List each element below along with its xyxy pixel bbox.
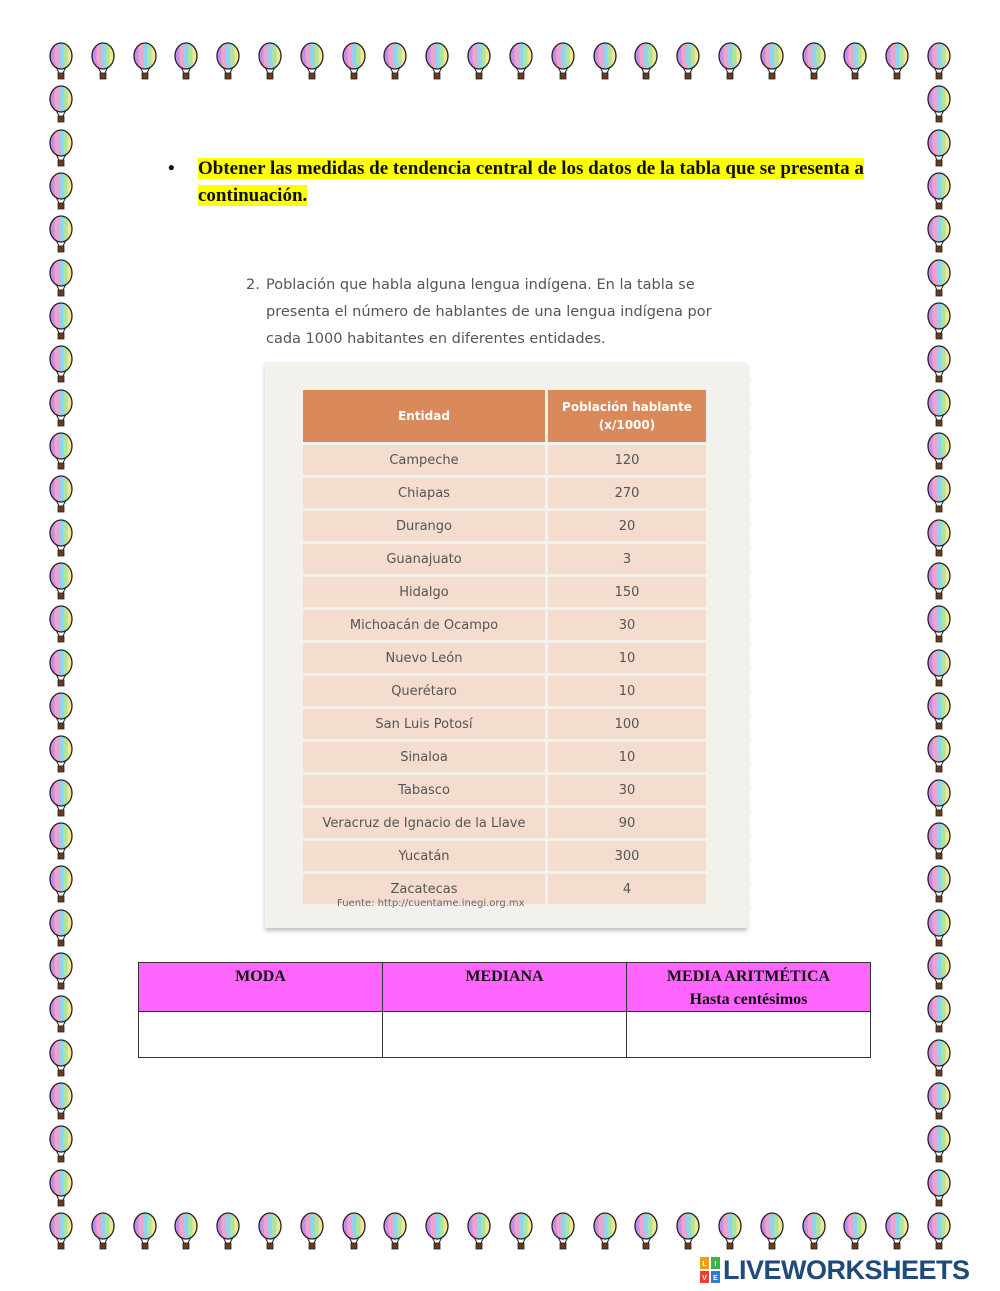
valor-cell: 90 bbox=[548, 808, 706, 838]
hot-air-balloon-icon bbox=[341, 1212, 367, 1252]
hot-air-balloon-icon bbox=[801, 42, 827, 82]
hot-air-balloon-icon bbox=[717, 42, 743, 82]
logo-letter: L bbox=[702, 1261, 707, 1268]
entidad-cell: Nuevo León bbox=[303, 643, 548, 673]
hot-air-balloon-icon bbox=[926, 735, 952, 775]
answer-table bbox=[138, 962, 871, 1058]
hot-air-balloon-icon bbox=[48, 259, 74, 299]
logo-letter: I bbox=[714, 1261, 717, 1268]
entidad-cell: Querétaro bbox=[303, 676, 548, 706]
hot-air-balloon-icon bbox=[424, 42, 450, 82]
answer-input-row bbox=[139, 1012, 871, 1058]
hot-air-balloon-icon bbox=[759, 42, 785, 82]
hot-air-balloon-icon bbox=[132, 1212, 158, 1252]
hot-air-balloon-icon bbox=[675, 42, 701, 82]
hot-air-balloon-icon bbox=[257, 42, 283, 82]
header-entidad: Entidad bbox=[303, 390, 548, 442]
table-row bbox=[303, 808, 706, 838]
hot-air-balloon-icon bbox=[926, 995, 952, 1035]
hot-air-balloon-icon bbox=[926, 172, 952, 212]
hot-air-balloon-icon bbox=[48, 172, 74, 212]
entidad-cell: Hidalgo bbox=[303, 577, 548, 607]
data-table-card bbox=[265, 362, 747, 928]
entidad-cell: Campeche bbox=[303, 445, 548, 475]
valor-cell: 10 bbox=[548, 643, 706, 673]
hot-air-balloon-icon bbox=[926, 1212, 952, 1252]
hot-air-balloon-icon bbox=[508, 42, 534, 82]
header-media-line2: Hasta centésimos bbox=[689, 991, 808, 1008]
header-mediana: MEDIANA bbox=[383, 963, 627, 1012]
hot-air-balloon-icon bbox=[48, 909, 74, 949]
entidad-cell: Durango bbox=[303, 511, 548, 541]
entidad-cell: Yucatán bbox=[303, 841, 548, 871]
moda-answer-cell[interactable] bbox=[139, 1012, 383, 1058]
valor-cell: 120 bbox=[548, 445, 706, 475]
hot-air-balloon-icon bbox=[382, 1212, 408, 1252]
valor-cell: 20 bbox=[548, 511, 706, 541]
hot-air-balloon-icon bbox=[842, 42, 868, 82]
hot-air-balloon-icon bbox=[90, 42, 116, 82]
brand-text: LIVEWORKSHEETS bbox=[723, 1254, 970, 1285]
header-media-line1: MEDIA ARITMÉTICA bbox=[666, 968, 831, 985]
hot-air-balloon-icon bbox=[173, 1212, 199, 1252]
hot-air-balloon-icon bbox=[926, 389, 952, 429]
logo-letter: V bbox=[702, 1275, 707, 1282]
hot-air-balloon-icon bbox=[48, 692, 74, 732]
media-answer-field[interactable] bbox=[627, 1012, 870, 1057]
table-row bbox=[303, 742, 706, 772]
hot-air-balloon-icon bbox=[550, 1212, 576, 1252]
header-media bbox=[627, 963, 871, 1012]
hot-air-balloon-icon bbox=[299, 42, 325, 82]
valor-cell: 4 bbox=[548, 874, 706, 904]
hot-air-balloon-icon bbox=[926, 649, 952, 689]
hot-air-balloon-icon bbox=[633, 42, 659, 82]
hot-air-balloon-icon bbox=[48, 345, 74, 385]
header-poblacion-line2: (x/1000) bbox=[598, 418, 656, 432]
hot-air-balloon-icon bbox=[508, 1212, 534, 1252]
entidad-cell: San Luis Potosí bbox=[303, 709, 548, 739]
hot-air-balloon-icon bbox=[842, 1212, 868, 1252]
hot-air-balloon-icon bbox=[48, 129, 74, 169]
hot-air-balloon-icon bbox=[48, 215, 74, 255]
hot-air-balloon-icon bbox=[926, 605, 952, 645]
hot-air-balloon-icon bbox=[48, 85, 74, 125]
hot-air-balloon-icon bbox=[926, 85, 952, 125]
hot-air-balloon-icon bbox=[926, 302, 952, 342]
hot-air-balloon-icon bbox=[675, 1212, 701, 1252]
hot-air-balloon-icon bbox=[48, 865, 74, 905]
hot-air-balloon-icon bbox=[592, 42, 618, 82]
hot-air-balloon-icon bbox=[926, 215, 952, 255]
entidad-cell: Veracruz de Ignacio de la Llave bbox=[303, 808, 548, 838]
table-row bbox=[303, 511, 706, 541]
entidad-cell: Zacatecas bbox=[303, 874, 548, 904]
hot-air-balloon-icon bbox=[926, 519, 952, 559]
table-row bbox=[303, 676, 706, 706]
torn-edge bbox=[745, 362, 753, 928]
hot-air-balloon-icon bbox=[633, 1212, 659, 1252]
hot-air-balloon-icon bbox=[884, 42, 910, 82]
hot-air-balloon-icon bbox=[926, 1039, 952, 1079]
hot-air-balloon-icon bbox=[257, 1212, 283, 1252]
hot-air-balloon-icon bbox=[48, 605, 74, 645]
hot-air-balloon-icon bbox=[215, 42, 241, 82]
hot-air-balloon-icon bbox=[48, 1125, 74, 1165]
problem-number: 2. bbox=[246, 277, 260, 293]
valor-cell: 10 bbox=[548, 742, 706, 772]
hot-air-balloon-icon bbox=[592, 1212, 618, 1252]
table-row bbox=[303, 841, 706, 871]
hot-air-balloon-icon bbox=[759, 1212, 785, 1252]
table-row bbox=[303, 544, 706, 574]
hot-air-balloon-icon bbox=[48, 735, 74, 775]
hot-air-balloon-icon bbox=[926, 1082, 952, 1122]
table-row bbox=[303, 610, 706, 640]
logo-letter: E bbox=[713, 1275, 718, 1282]
hot-air-balloon-icon bbox=[48, 1169, 74, 1209]
hot-air-balloon-icon bbox=[466, 42, 492, 82]
hot-air-balloon-icon bbox=[801, 1212, 827, 1252]
hot-air-balloon-icon bbox=[90, 1212, 116, 1252]
hot-air-balloon-icon bbox=[926, 562, 952, 602]
hot-air-balloon-icon bbox=[48, 475, 74, 515]
hot-air-balloon-icon bbox=[48, 42, 74, 82]
liveworksheets-logo-icon bbox=[700, 1257, 720, 1283]
valor-cell: 100 bbox=[548, 709, 706, 739]
hot-air-balloon-icon bbox=[466, 1212, 492, 1252]
hot-air-balloon-icon bbox=[550, 42, 576, 82]
hot-air-balloon-icon bbox=[926, 42, 952, 82]
hot-air-balloon-icon bbox=[48, 432, 74, 472]
hot-air-balloon-icon bbox=[132, 42, 158, 82]
table-row bbox=[303, 709, 706, 739]
instruction-text: Obtener las medidas de tendencia central de los datos de la tabla que se presenta a continuación. bbox=[198, 158, 864, 206]
valor-cell: 30 bbox=[548, 610, 706, 640]
hot-air-balloon-icon bbox=[48, 519, 74, 559]
media-answer-cell[interactable] bbox=[627, 1012, 871, 1058]
hot-air-balloon-icon bbox=[48, 822, 74, 862]
header-moda: MODA bbox=[139, 963, 383, 1012]
valor-cell: 10 bbox=[548, 676, 706, 706]
header-poblacion bbox=[548, 390, 706, 442]
mediana-answer-cell[interactable] bbox=[383, 1012, 627, 1058]
hot-air-balloon-icon bbox=[48, 649, 74, 689]
table-row bbox=[303, 643, 706, 673]
hot-air-balloon-icon bbox=[926, 822, 952, 862]
entidad-cell: Sinaloa bbox=[303, 742, 548, 772]
valor-cell: 150 bbox=[548, 577, 706, 607]
moda-answer-field[interactable] bbox=[139, 1012, 382, 1057]
hot-air-balloon-icon bbox=[926, 865, 952, 905]
table-row bbox=[303, 445, 706, 475]
valor-cell: 30 bbox=[548, 775, 706, 805]
hot-air-balloon-icon bbox=[215, 1212, 241, 1252]
table-row bbox=[303, 478, 706, 508]
header-poblacion-line1: Población hablante bbox=[562, 400, 692, 414]
hot-air-balloon-icon bbox=[926, 1125, 952, 1165]
hot-air-balloon-icon bbox=[341, 42, 367, 82]
entidad-cell: Tabasco bbox=[303, 775, 548, 805]
problem-text: Población que habla alguna lengua indígena. En la tabla se presenta el número de hablantes de una lengua indígena por cada 1000 habitantes en diferentes entidades. bbox=[266, 277, 712, 347]
hot-air-balloon-icon bbox=[48, 995, 74, 1035]
hot-air-balloon-icon bbox=[926, 692, 952, 732]
hot-air-balloon-icon bbox=[48, 389, 74, 429]
hot-air-balloon-icon bbox=[926, 129, 952, 169]
entidad-cell: Michoacán de Ocampo bbox=[303, 610, 548, 640]
entidad-cell: Chiapas bbox=[303, 478, 548, 508]
hot-air-balloon-icon bbox=[884, 1212, 910, 1252]
table-row bbox=[303, 775, 706, 805]
table-header-row bbox=[303, 390, 706, 442]
mediana-answer-field[interactable] bbox=[383, 1012, 626, 1057]
entidad-cell: Guanajuato bbox=[303, 544, 548, 574]
hot-air-balloon-icon bbox=[48, 779, 74, 819]
hot-air-balloon-icon bbox=[382, 42, 408, 82]
valor-cell: 3 bbox=[548, 544, 706, 574]
hot-air-balloon-icon bbox=[48, 562, 74, 602]
hot-air-balloon-icon bbox=[48, 1082, 74, 1122]
hot-air-balloon-icon bbox=[926, 779, 952, 819]
liveworksheets-brand bbox=[700, 1255, 970, 1285]
population-table bbox=[303, 387, 706, 907]
hot-air-balloon-icon bbox=[48, 952, 74, 992]
hot-air-balloon-icon bbox=[926, 952, 952, 992]
hot-air-balloon-icon bbox=[717, 1212, 743, 1252]
hot-air-balloon-icon bbox=[926, 259, 952, 299]
bullet: • bbox=[168, 158, 175, 179]
hot-air-balloon-icon bbox=[299, 1212, 325, 1252]
table-source: Fuente: http://cuentame.inegi.org.mx bbox=[337, 898, 525, 909]
hot-air-balloon-icon bbox=[424, 1212, 450, 1252]
hot-air-balloon-icon bbox=[926, 432, 952, 472]
answer-header-row bbox=[139, 963, 871, 1012]
hot-air-balloon-icon bbox=[48, 1039, 74, 1079]
hot-air-balloon-icon bbox=[926, 909, 952, 949]
hot-air-balloon-icon bbox=[173, 42, 199, 82]
table-row bbox=[303, 577, 706, 607]
valor-cell: 270 bbox=[548, 478, 706, 508]
hot-air-balloon-icon bbox=[48, 302, 74, 342]
hot-air-balloon-icon bbox=[926, 345, 952, 385]
valor-cell: 300 bbox=[548, 841, 706, 871]
hot-air-balloon-icon bbox=[48, 1212, 74, 1252]
hot-air-balloon-icon bbox=[926, 1169, 952, 1209]
hot-air-balloon-icon bbox=[926, 475, 952, 515]
